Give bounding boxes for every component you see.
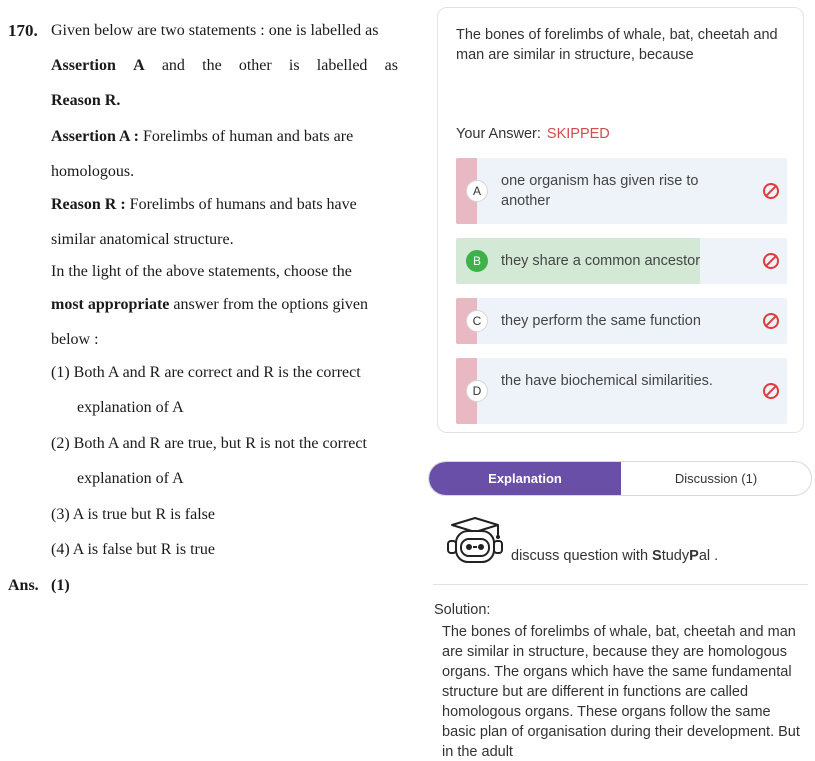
assertion-line-2: homologous. (51, 163, 135, 180)
prohibited-icon (763, 183, 779, 199)
option-3: (3) A is true but R is false (51, 506, 215, 523)
question-number: 170. (8, 21, 38, 40)
answer-value: (1) (51, 577, 70, 594)
prohibited-icon (763, 383, 779, 399)
your-answer-status: SKIPPED (546, 126, 610, 142)
prohibited-icon (763, 313, 779, 329)
tab-explanation[interactable]: Explanation (429, 462, 621, 495)
option-2-line-1: (2) Both A and R are true, but R is not the correct (51, 435, 367, 452)
answer-label: Ans. (8, 577, 39, 594)
option-2-line-2: explanation of A (77, 470, 184, 487)
intro-line-2: Assertion A and the other is labelled as (51, 57, 398, 74)
option-b-text: they share a common ancestor (501, 253, 701, 269)
instruction-line-3: below : (51, 331, 99, 348)
option-letter-a: A (466, 180, 488, 202)
option-1-line-2: explanation of A (77, 399, 184, 416)
studypal-link[interactable]: discuss question with StudyPal . (511, 548, 719, 564)
option-c-text: they perform the same function (501, 313, 701, 329)
reason-title: Reason R. (51, 92, 121, 109)
option-letter-c: C (466, 310, 488, 332)
option-d-text: the have biochemical similarities. (501, 373, 713, 389)
studypal-robot-icon[interactable] (446, 516, 504, 566)
option-a-text: one organism has given rise to another (501, 173, 699, 209)
option-1-line-1: (1) Both A and R are correct and R is the correct (51, 364, 361, 381)
instruction-line-1: In the light of the above statements, choose the (51, 263, 352, 280)
intro-line-1: Given below are two statements : one is labelled as (51, 22, 379, 39)
option-letter-b: B (466, 250, 488, 272)
explanation-tabs (428, 461, 812, 496)
prohibited-icon (763, 253, 779, 269)
reason-line-1: Reason R : Forelimbs of humans and bats have (51, 196, 357, 213)
assertion-line-1: Assertion A : Forelimbs of human and bats are (51, 128, 354, 145)
option-b[interactable] (456, 238, 787, 284)
question-text: The bones of forelimbs of whale, bat, cheetah and man are similar in structure, because (456, 27, 778, 63)
option-c[interactable] (456, 298, 787, 344)
option-d[interactable] (456, 358, 787, 424)
tab-discussion[interactable]: Discussion (1) (674, 471, 758, 486)
reason-line-2: similar anatomical structure. (51, 231, 234, 248)
instruction-line-2: most appropriate answer from the options given (51, 296, 368, 313)
solution-label: Solution: (434, 602, 491, 618)
option-a[interactable] (456, 158, 787, 224)
your-answer-label: Your Answer: (456, 126, 541, 142)
solution-text: The bones of forelimbs of whale, bat, cheetah and man are similar in structure, because they are homologous organs. The organs which have the same fundamental structure but are different in functions are called homologous organs. These organs follow the same basic plan of organisation during their development. But in the adult (442, 624, 800, 760)
your-answer (456, 126, 610, 142)
option-letter-d: D (466, 380, 488, 402)
divider (433, 584, 808, 585)
question-card (437, 7, 804, 433)
option-4: (4) A is false but R is true (51, 541, 215, 558)
